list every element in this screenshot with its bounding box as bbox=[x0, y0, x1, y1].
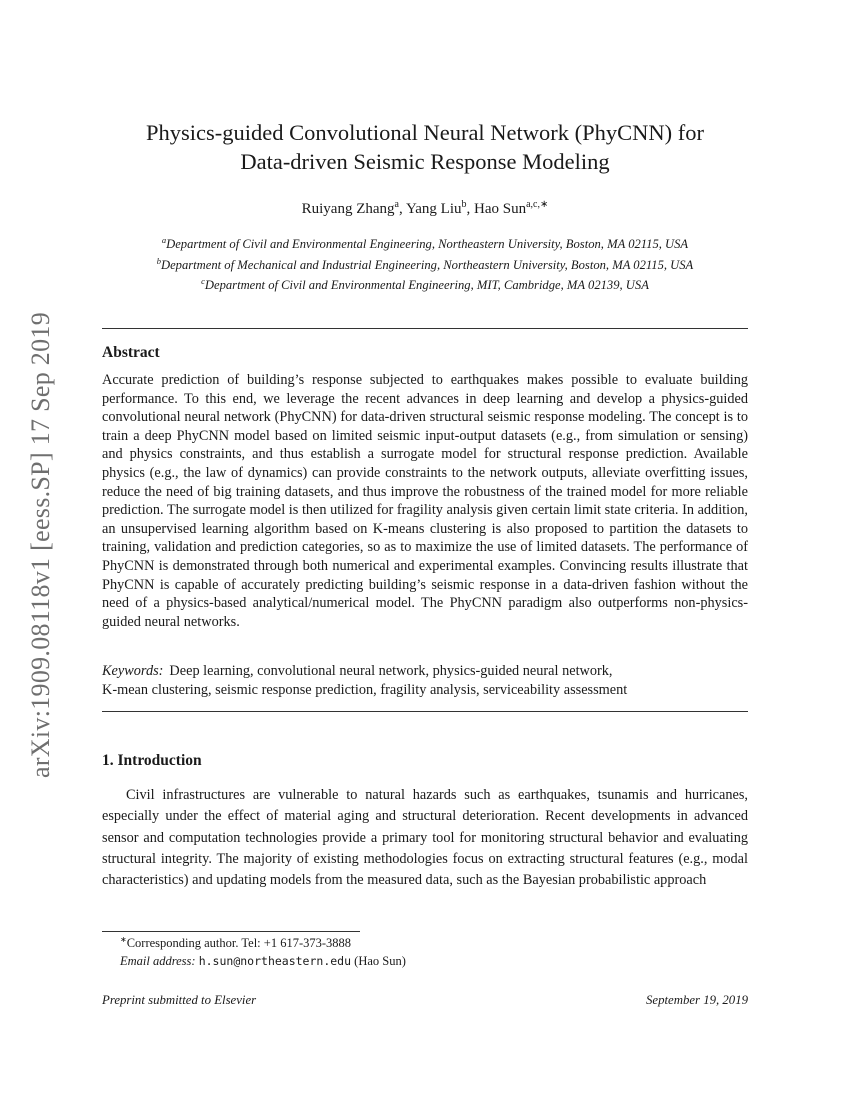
email-owner: (Hao Sun) bbox=[354, 954, 406, 968]
footnote-email bbox=[120, 954, 406, 969]
author-affil-mark: a,c,∗ bbox=[526, 199, 549, 210]
keywords bbox=[102, 662, 748, 700]
paper-title bbox=[0, 118, 850, 176]
affiliation: $^b$Department of Mechanical and Industrial Engineering, Northeastern University, Boston, MA 02115, USA bbox=[156, 255, 694, 272]
abstract-bottom-rule bbox=[102, 711, 748, 712]
keywords-label: Keywords: bbox=[102, 663, 164, 679]
footnote-corresponding: ∗Corresponding author. Tel: +1 617-373-3888 bbox=[120, 935, 352, 951]
author-list: Ruiyang Zhang$^a$, Yang Liu$^b$, Hao Sun$^{a,c,∗}$ bbox=[301, 199, 549, 217]
arxiv-identifier: arXiv:1909.08118v1 [eess.SP] 17 Sep 2019 bbox=[26, 311, 55, 779]
keywords-line-2: K-mean clustering, seismic response prediction, fragility analysis, serviceability assessment bbox=[102, 682, 628, 698]
keywords-line-1: Deep learning, convolutional neural network, physics-guided neural network, bbox=[169, 663, 613, 679]
introduction-text: Civil infrastructures are vulnerable to natural hazards such as earthquakes, tsunamis and hurricanes, especially under the effect of material aging and structural deterioration. Recent developments in advanced sensor and computation technologies provide a primary tool for monitoring structural behavior and evaluating structural integrity. The majority of existing methodologies focus on extracting structural features (e.g., modal characteristics) and updating models from the measured data, such as the Bayesian probabilistic approach bbox=[102, 787, 748, 889]
affiliation: $^c$Department of Civil and Environmental Engineering, MIT, Cambridge, MA 02139, USA bbox=[201, 276, 649, 293]
title-line-1: Physics-guided Convolutional Neural Network (PhyCNN) for bbox=[145, 120, 705, 145]
footer-preprint-note: Preprint submitted to Elsevier bbox=[102, 993, 257, 1007]
abstract-heading: Abstract bbox=[102, 344, 160, 361]
author-affil-mark: a bbox=[394, 199, 399, 210]
abstract-text: Accurate prediction of building’s response subjected to earthquakes makes possible to evaluate building performance. To this end, we leverage the recent advances in deep learning and develop a physics-guided convolutional neural network (PhyCNN) for data-driven structural seismic response modeling. The concept is to train a deep PhyCNN model based on limited seismic input-output datasets (e.g., from simulation or sensing) and physics constraints, and thus establish a surrogate model for structural response prediction. Available physics (e.g., the law of dynamics) can provide constraints to the network outputs, alleviate overfitting issues, reduce the need of big training datasets, and thus improve the robustness of the trained model for more reliable prediction. The surrogate model is then utilized for fragility analysis given certain limit state criteria. In addition, an unsupervised learning algorithm based on K-means clustering is also proposed to partition the datasets to training, validation and prediction categories, so as to maximize the use of limited datasets. The performance of PhyCNN is demonstrated through both numerical and experimental examples. Convincing results illustrate that PhyCNN is capable of accurately predicting building’s seismic response in a data-driven fashion without the need of a physics-based analytical/numerical model. The PhyCNN paradigm also outperforms non-physics-guided neural networks. bbox=[102, 372, 748, 630]
affiliation: $^a$Department of Civil and Environmental Engineering, Northeastern University, Boston, MA 02115, USA bbox=[161, 235, 689, 252]
abstract-top-rule bbox=[102, 328, 748, 329]
title-line-2: Data-driven Seismic Response Modeling bbox=[240, 149, 610, 174]
email-label: Email address: bbox=[120, 954, 196, 968]
author-name: Hao Sun bbox=[474, 201, 527, 217]
footer-date: September 19, 2019 bbox=[645, 993, 748, 1007]
email-address[interactable]: h.sun@northeastern.edu bbox=[198, 954, 352, 968]
introduction-heading: 1. Introduction bbox=[102, 752, 202, 769]
affiliation-list bbox=[0, 232, 850, 294]
author-name: Yang Liu bbox=[405, 201, 462, 217]
author-name: Ruiyang Zhang bbox=[301, 201, 395, 217]
author-affil-mark: b bbox=[461, 199, 467, 210]
footnote-rule bbox=[102, 931, 360, 932]
